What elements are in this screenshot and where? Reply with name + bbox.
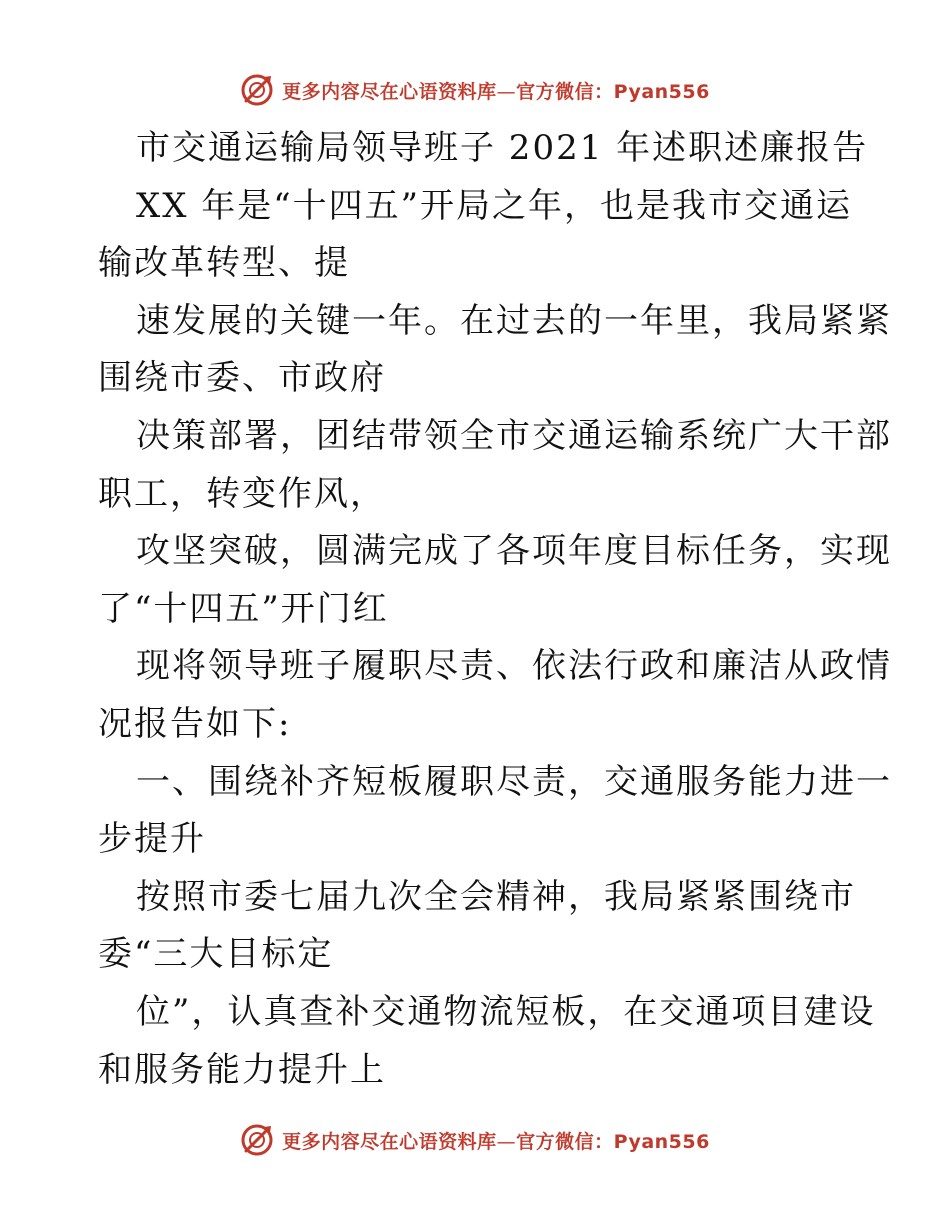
text-line: 决策部署，团结带领全市交通运输系统广大干部 [136, 415, 892, 456]
text-line: 职工，转变作风， [98, 473, 386, 514]
text-line: 了“十四五”开门红 [98, 588, 389, 629]
watermark-banner-top [0, 70, 950, 110]
text-line: 按照市委七届九次全会精神，我局紧紧围绕市 [136, 876, 856, 917]
watermark-text: 更多内容尽在心语资料库—官方微信：Pyan556 [282, 80, 710, 103]
document-body [98, 120, 892, 1099]
logo-seal-icon [240, 73, 274, 107]
section-heading-continued: 步提升 [98, 819, 206, 860]
text-line: 位”，认真查补交通物流短板，在交通项目建设 [136, 991, 876, 1032]
watermark-banner-bottom [0, 1120, 950, 1160]
text-line: 围绕市委、市政府 [98, 358, 386, 399]
text-line: 委“三大目标定 [98, 934, 334, 975]
section-heading: 一、围绕补齐短板履职尽责，交通服务能力进一 [136, 761, 892, 802]
text-line: 输改革转型、提 [98, 243, 350, 284]
text-line: XX 年是“十四五”开局之年，也是我市交通运 [136, 185, 852, 226]
text-line: 况报告如下: [98, 703, 292, 744]
logo-seal-icon [240, 1123, 274, 1157]
document-title: 市交通运输局领导班子 2021 年述职述廉报告 [136, 128, 869, 168]
text-line: 现将领导班子履职尽责、依法行政和廉洁从政情 [136, 646, 892, 687]
text-line: 攻坚突破，圆满完成了各项年度目标任务，实现 [136, 531, 892, 572]
watermark-text: 更多内容尽在心语资料库—官方微信：Pyan556 [282, 1130, 710, 1153]
text-line: 和服务能力提升上 [98, 1049, 386, 1090]
text-line: 速发展的关键一年。在过去的一年里，我局紧紧 [136, 300, 892, 341]
